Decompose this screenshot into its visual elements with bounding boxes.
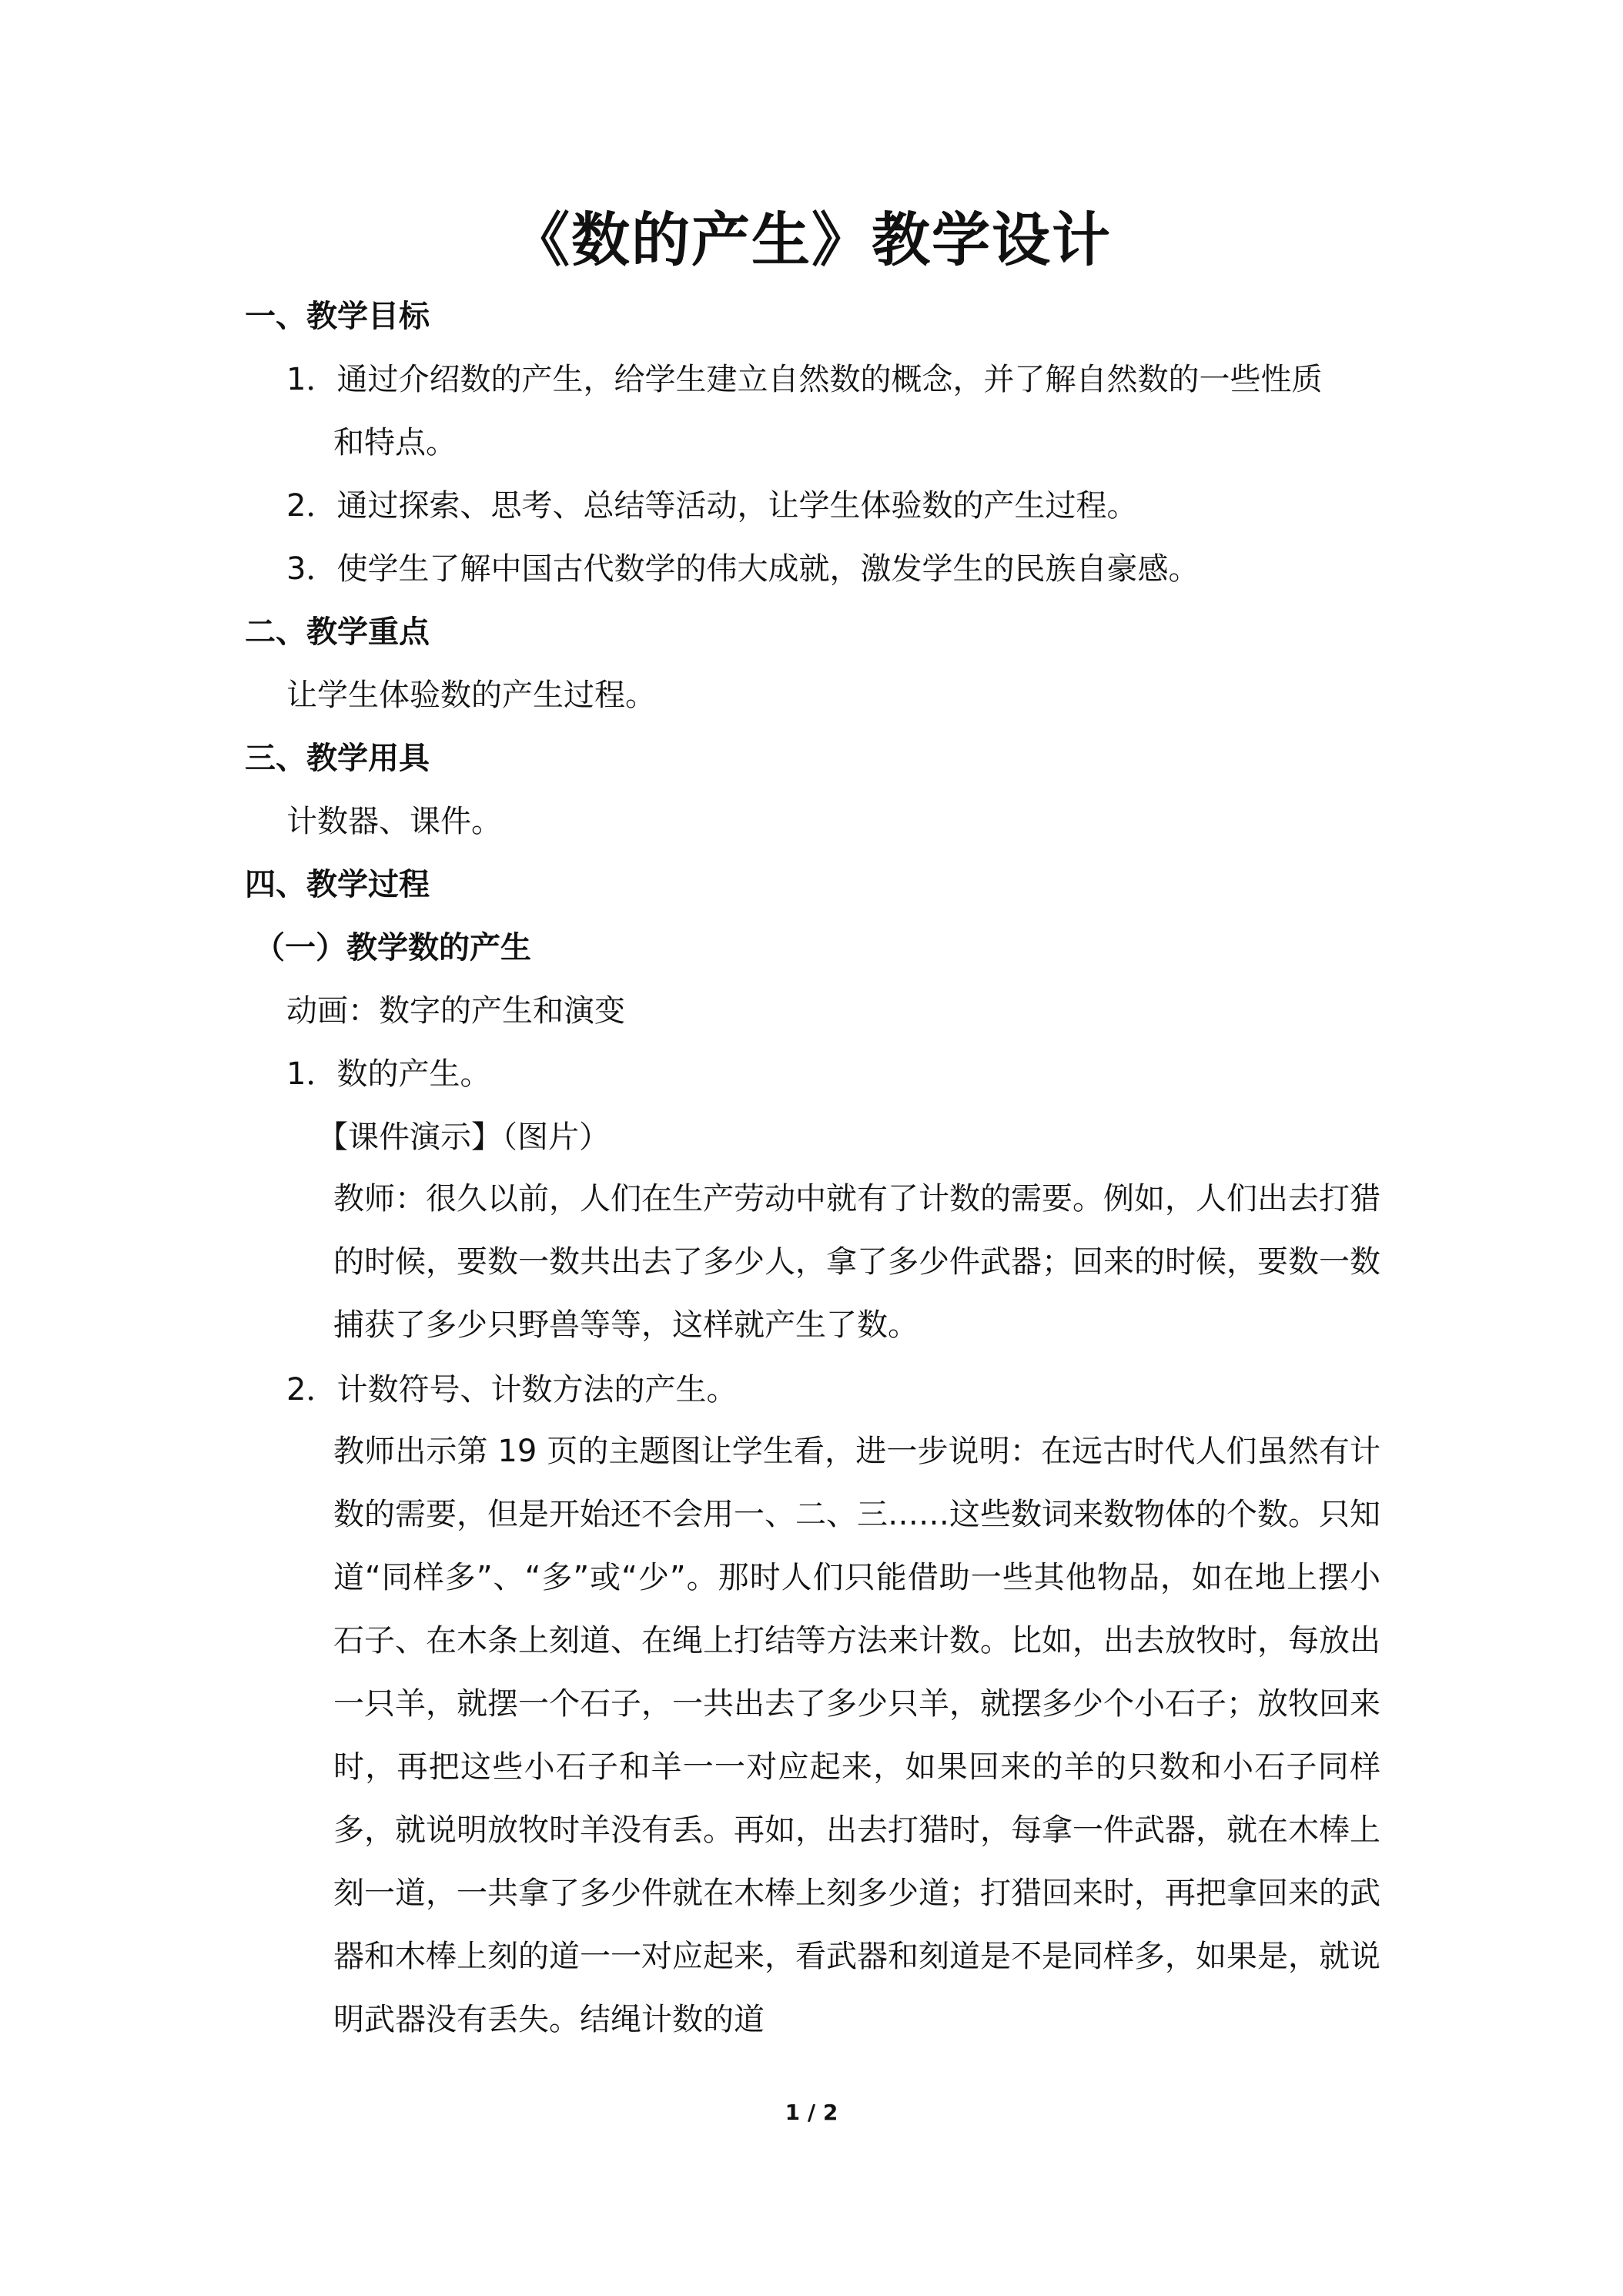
document-title: 《数的产生》教学设计 bbox=[511, 206, 1112, 274]
subsection-heading-number-origin: （一）教学数的产生 bbox=[254, 930, 531, 966]
objective-item-1: 1．通过介绍数的产生，给学生建立自然数的概念，并了解自然数的一些性质 bbox=[286, 362, 1323, 397]
section-heading-objectives: 一、教学目标 bbox=[245, 299, 430, 334]
section-heading-tools: 三、教学用具 bbox=[245, 741, 430, 776]
animation-label: 动画：数字的产生和演变 bbox=[286, 993, 625, 1029]
page-number: 1 / 2 bbox=[785, 2100, 838, 2125]
tools-text: 计数器、课件。 bbox=[286, 804, 502, 839]
section-heading-key-points: 二、教学重点 bbox=[245, 614, 430, 650]
step-1-title: 1．数的产生。 bbox=[286, 1056, 491, 1092]
objective-item-3: 3．使学生了解中国古代数学的伟大成就，激发学生的民族自豪感。 bbox=[286, 551, 1200, 587]
teacher-paragraph-2: 教师出示第 19 页的主题图让学生看，进一步说明：在远古时代人们虽然有计数的需要，但是开始还不会用一、二、三……这些数词来数物体的个数。只知道“同样多”、“多”或“少”。那时人们只能借助一些其他物品，如在地上摆小石子、在木条上刻道、在绳上打结等方法来计数。比如，出去放牧时，每放出一只羊，就摆一个石子，一共出去了多少只羊，就摆多少个小石子；放牧回来时，再把这些小石子和羊一一对应起来，如果回来的羊的只数和小石子同样多，就说明放牧时羊没有丢。再如，出去打猎时，每拿一件武器，就在木棒上刻一道，一共拿了多少件就在木棒上刻多少道；打猎回来时，再把拿回来的武器和木棒上刻的道一一对应起来，看武器和刻道是不是同样多，如果是，就说明武器没有丢失。结绳计数的道 bbox=[333, 1434, 1380, 2037]
objective-item-1-continued: 和特点。 bbox=[333, 425, 457, 460]
teacher-paragraph-1: 教师：很久以前，人们在生产劳动中就有了计数的需要。例如，人们出去打猎的时候，要数一数共出去了多少人，拿了多少件武器；回来的时候，要数一数捕获了多少只野兽等等，这样就产生了数。 bbox=[333, 1181, 1380, 1343]
section-heading-process: 四、教学过程 bbox=[245, 867, 430, 902]
key-points-text: 让学生体验数的产生过程。 bbox=[286, 678, 656, 713]
objective-item-2: 2．通过探索、思考、总结等活动，让学生体验数的产生过程。 bbox=[286, 488, 1138, 524]
step-2-title: 2．计数符号、计数方法的产生。 bbox=[286, 1372, 738, 1407]
courseware-demo-label: 【课件演示】（图片） bbox=[317, 1120, 610, 1155]
